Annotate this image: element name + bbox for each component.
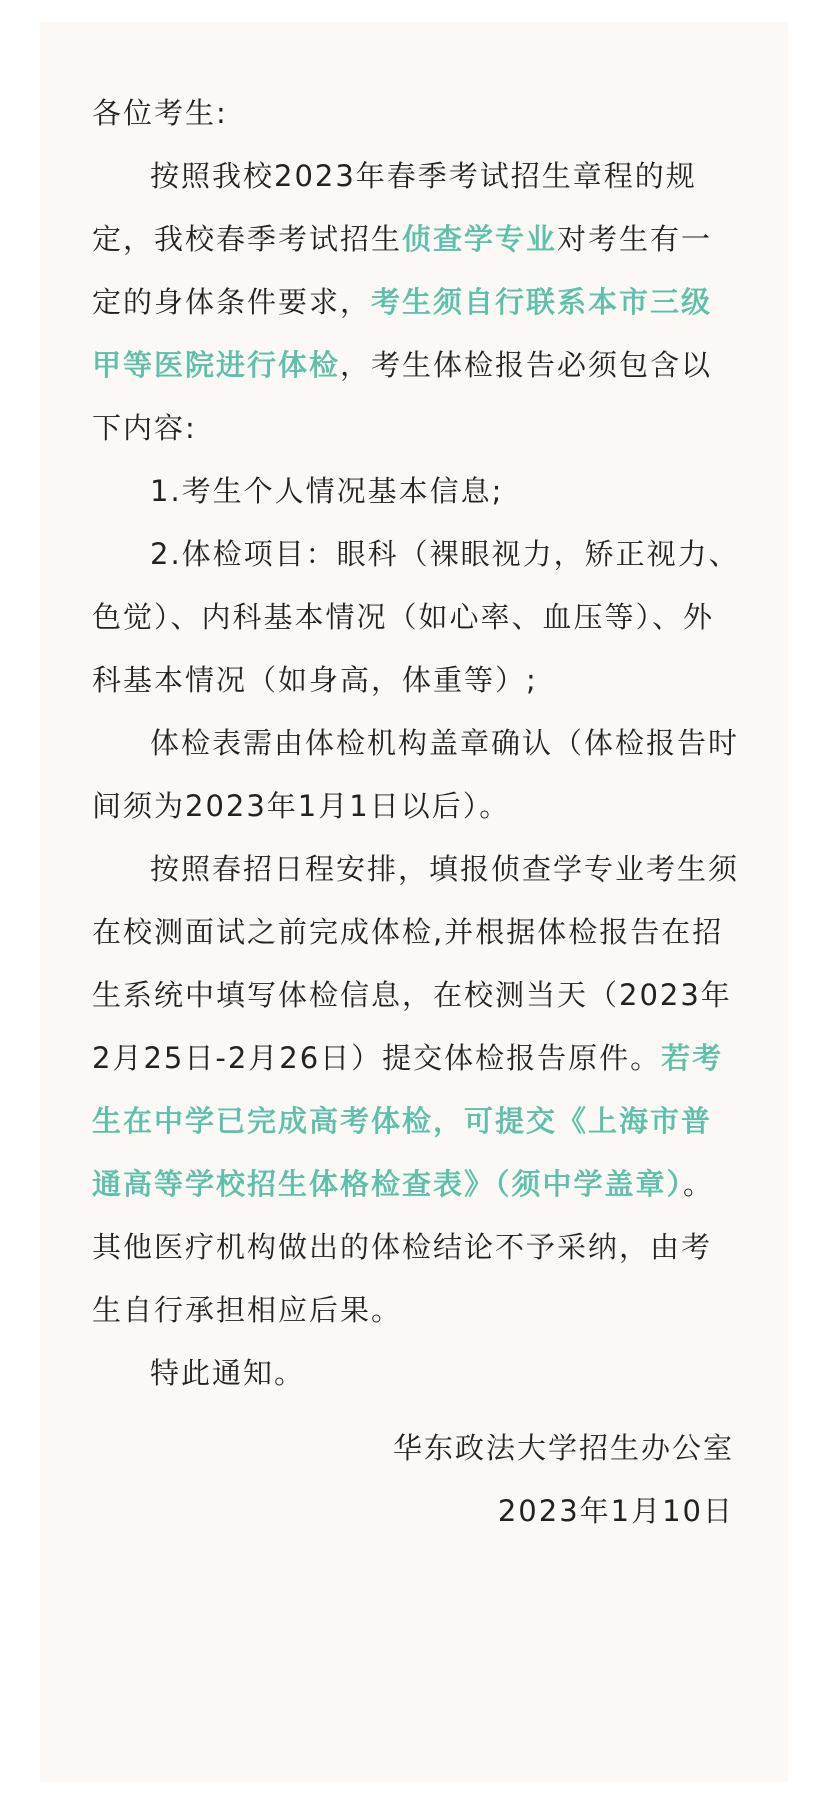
list-item-basic-info: 1.考生个人情况基本信息; — [150, 474, 504, 508]
greeting: 各位考生: — [92, 96, 228, 130]
paragraph-text: ，考生体检报告必须包含以下内容: — [92, 348, 713, 445]
highlight-major: 侦查学专业 — [402, 222, 558, 256]
paragraph-text: 对考生有一定的身体条件要求， — [92, 222, 713, 319]
highlight-high-school-exam: 若考生在中学已完成高考体检，可提交《上海市普通高等学校招生体格检查表》（须中学盖章） — [92, 1041, 724, 1201]
paragraph-stamp: 体检表需由体检机构盖章确认（体检报告时间须为2023年1月1日以后）。 — [92, 726, 740, 823]
signature-date: 2023年1月10日 — [497, 1494, 734, 1528]
closing: 特此通知。 — [150, 1356, 306, 1390]
list-item-exam-items: 2.体检项目：眼科（裸眼视力，矫正视力、色觉）、内科基本情况（如心率、血压等）、外科基本情况（如身高，体重等）; — [92, 537, 740, 697]
notice-card — [40, 22, 788, 1782]
signature-org: 华东政法大学招生办公室 — [392, 1431, 734, 1465]
paragraph-requirements — [92, 145, 742, 460]
highlight-hospital: 考生须自行联系本市三级甲等医院进行体检 — [92, 285, 713, 382]
paragraph-schedule — [92, 838, 742, 1342]
paragraph-text: 按照我校2023年春季考试招生章程的规定，我校春季考试招生 — [92, 159, 697, 256]
paragraph-text: 。其他医疗机构做出的体检结论不予采纳，由考生自行承担相应后果。 — [92, 1167, 715, 1327]
notice-body — [92, 82, 742, 1405]
paragraph-text: 按照春招日程安排，填报侦查学专业考生须在校测面试之前完成体检,并根据体检报告在招生系统中填写体检信息，在校测当天（2023年2月25日-2月26日）提交体检报告原件。 — [92, 852, 740, 1075]
